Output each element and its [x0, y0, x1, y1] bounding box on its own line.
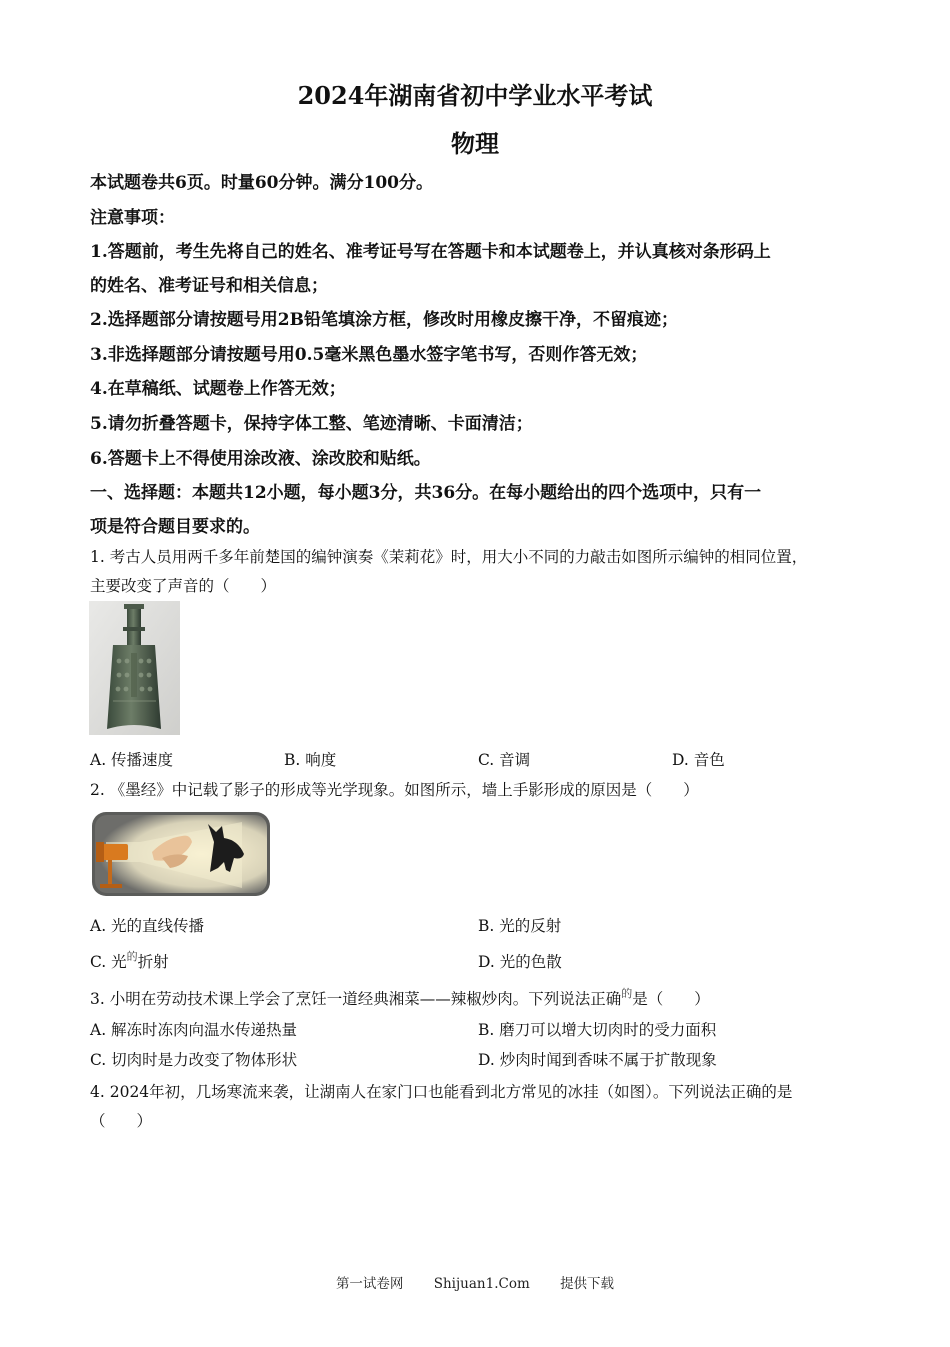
- hand-shadow-image: [92, 812, 270, 896]
- notice-2: 2.选择题部分请按题号用2B铅笔填涂方框，修改时用橡皮擦干净，不留痕迹；: [90, 310, 678, 330]
- q1-option-a[interactable]: A. 传播速度: [90, 751, 174, 769]
- q3-stem-text-2: 是（ ）: [632, 990, 710, 1008]
- q3-stem-text-1: 3. 小明在劳动技术课上学会了烹饪一道经典湘菜——辣椒炒肉。下列说法正确: [90, 990, 622, 1008]
- q3-stem-superscript: 的: [621, 987, 633, 1000]
- q3-option-c[interactable]: C. 切肉时是力改变了物体形状: [90, 1051, 298, 1069]
- q2-option-b[interactable]: B. 光的反射: [478, 917, 562, 935]
- notice-4: 4.在草稿纸、试题卷上作答无效；: [90, 379, 346, 399]
- footer-site-url[interactable]: Shijuan1.Com: [433, 1276, 530, 1292]
- notice-title: 注意事项：: [90, 208, 175, 228]
- page-footer: [0, 1272, 950, 1292]
- q1-stem-1: 1. 考古人员用两千多年前楚国的编钟演奏《茉莉花》时，用大小不同的力敲击如图所示编钟的相同位置，: [90, 548, 808, 566]
- q2-stem-1: 2. 《墨经》中记载了影子的形成等光学现象。如图所示，墙上手影形成的原因是（ ）: [90, 781, 699, 799]
- q2-option-c[interactable]: [90, 950, 169, 972]
- footer-site-name: 第一试卷网: [335, 1276, 404, 1292]
- bianzhong-bell-image: [89, 601, 180, 735]
- notice-6: 6.答题卡上不得使用涂改液、涂改胶和贴纸。: [90, 449, 431, 469]
- notice-5: 5.请勿折叠答题卡，保持字体工整、笔迹清晰、卡面清洁；: [90, 414, 533, 434]
- q3-option-a[interactable]: A. 解冻时冻肉向温水传递热量: [90, 1021, 298, 1039]
- q1-option-b[interactable]: B. 响度: [284, 751, 337, 769]
- q2-option-c-text-1: C. 光: [90, 953, 127, 971]
- q4-stem-1: 4. 2024年初，几场寒流来袭，让湖南人在家门口也能看到北方常见的冰挂（如图）。下列说法正确的是: [90, 1083, 793, 1101]
- q3-option-d[interactable]: D. 炒肉时闻到香味不属于扩散现象: [478, 1051, 717, 1069]
- q3-stem-1: [90, 987, 860, 1009]
- notice-3: 3.非选择题部分请按题号用0.5毫米黑色墨水签字笔书写，否则作答无效；: [90, 345, 648, 365]
- q1-option-d[interactable]: D. 音色: [672, 751, 725, 769]
- section-heading-a: 一、选择题：本题共12小题，每小题3分，共36分。在每小题给出的四个选项中，只有一: [90, 483, 762, 503]
- q2-option-d[interactable]: D. 光的色散: [478, 953, 562, 971]
- q2-option-c-text-2: 折射: [137, 953, 169, 971]
- q1-option-c[interactable]: C. 音调: [478, 751, 531, 769]
- footer-download-text: 提供下载: [560, 1276, 615, 1292]
- exam-subject: 物理: [451, 129, 499, 158]
- q2-option-a[interactable]: A. 光的直线传播: [90, 917, 205, 935]
- exam-info: 本试题卷共6页。时量60分钟。满分100分。: [90, 173, 433, 193]
- notice-1a: 1.答题前，考生先将自己的姓名、准考证号写在答题卡和本试题卷上，并认真核对条形码上: [90, 242, 771, 262]
- section-heading-b: 项是符合题目要求的。: [90, 517, 260, 537]
- notice-1b: 的姓名、准考证号和相关信息；: [90, 276, 328, 296]
- exam-title: 2024年湖南省初中学业水平考试: [297, 81, 653, 110]
- q4-stem-2: （ ）: [90, 1112, 153, 1130]
- q3-option-b[interactable]: B. 磨刀可以增大切肉时的受力面积: [478, 1021, 717, 1039]
- q1-stem-2: 主要改变了声音的（ ）: [90, 577, 277, 595]
- q2-option-c-superscript: 的: [126, 950, 138, 963]
